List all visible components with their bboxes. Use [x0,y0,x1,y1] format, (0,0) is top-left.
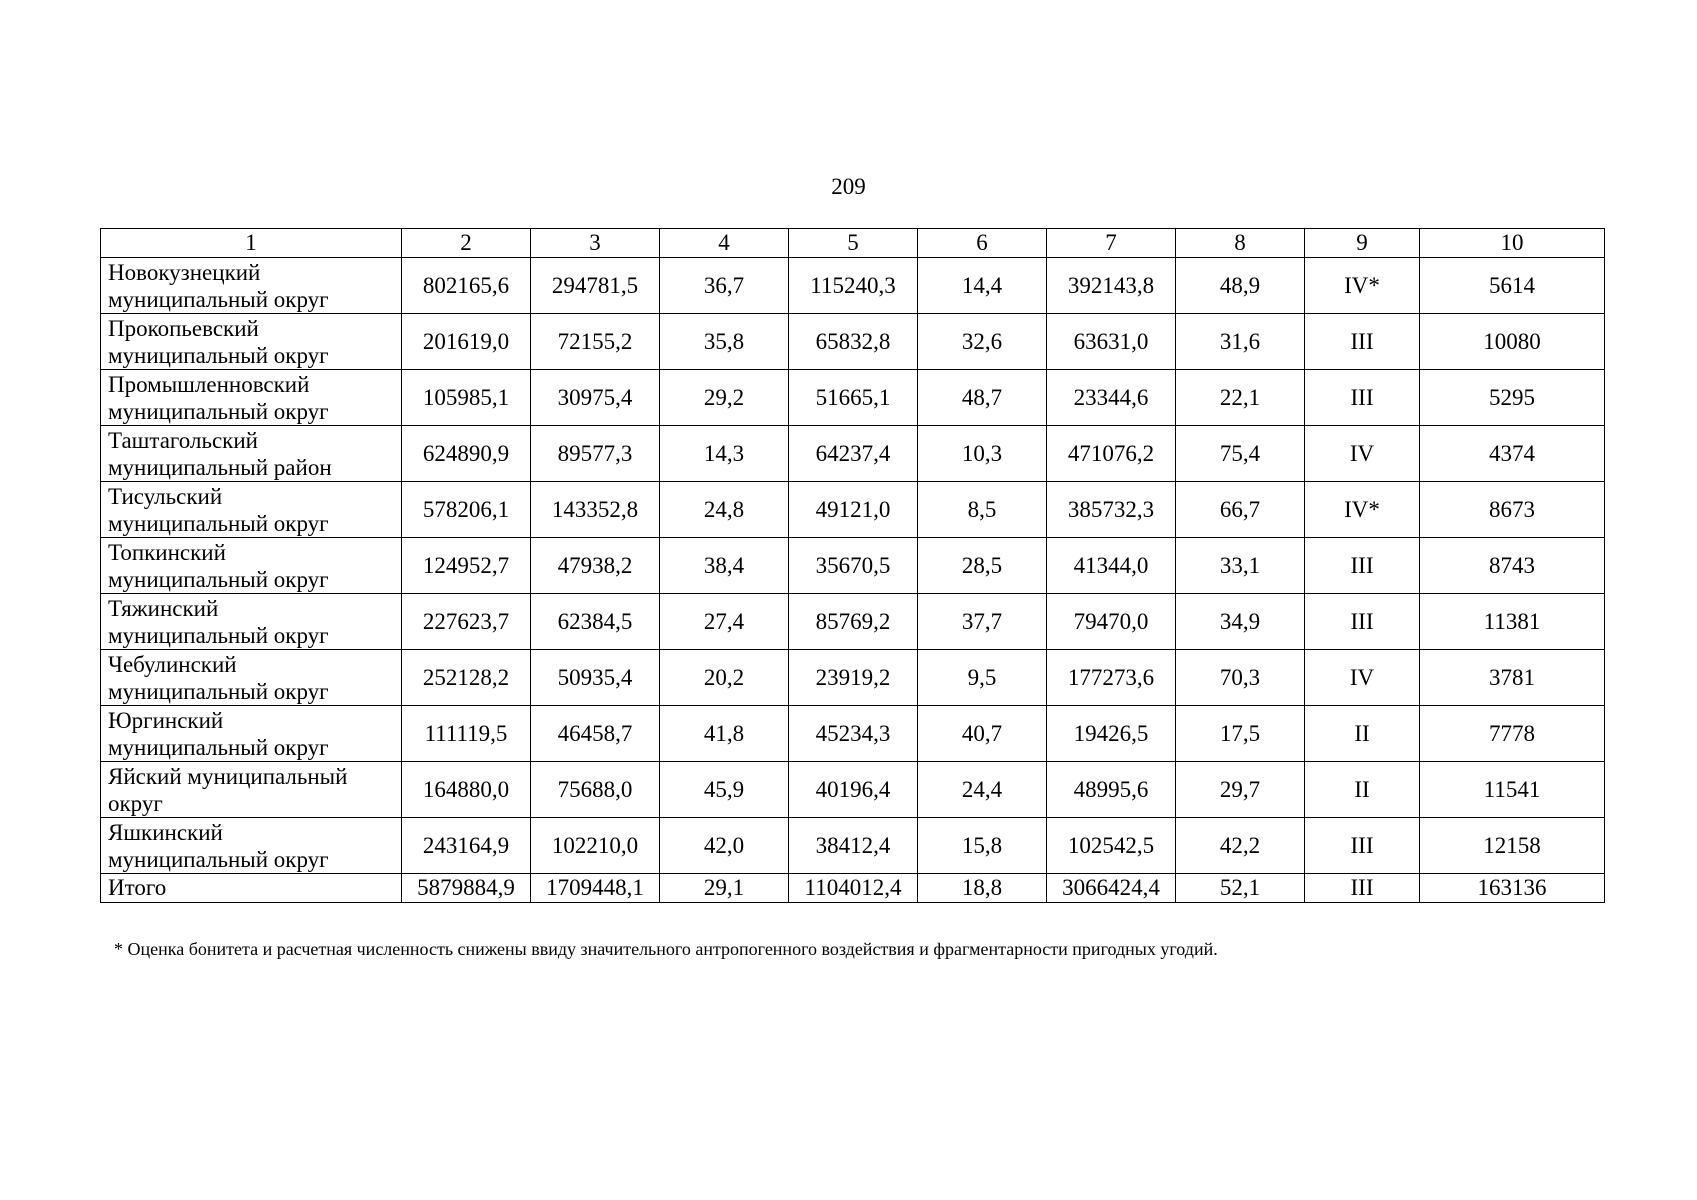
column-header: 3 [531,229,660,258]
district-name-line1: Таштагольский [108,427,258,453]
table-cell: 33,1 [1176,538,1305,594]
table-cell: 38412,4 [789,818,918,874]
district-name-cell [101,370,402,426]
column-header: 8 [1176,229,1305,258]
table-cell: 34,9 [1176,594,1305,650]
table-cell: III [1305,314,1420,370]
table-cell: 11541 [1420,762,1605,818]
table-cell: 27,4 [660,594,789,650]
table-cell: 23919,2 [789,650,918,706]
table-cell: 29,2 [660,370,789,426]
table-cell: 32,6 [918,314,1047,370]
total-row [101,874,1605,903]
table-cell: 41,8 [660,706,789,762]
table-cell: 17,5 [1176,706,1305,762]
table-cell: 28,5 [918,538,1047,594]
table-cell: III [1305,818,1420,874]
page-number: 209 [831,174,866,199]
district-name-cell [101,538,402,594]
district-name-line1: Тисульский [108,483,223,509]
table-cell: 23344,6 [1047,370,1176,426]
table-cell: IV [1305,650,1420,706]
data-table [100,228,1605,903]
district-name-cell [101,482,402,538]
total-cell: 29,1 [660,874,789,903]
table-cell: 41344,0 [1047,538,1176,594]
table-cell: II [1305,762,1420,818]
table-row [101,370,1605,426]
table-cell: 75688,0 [531,762,660,818]
table-cell: II [1305,706,1420,762]
table-row [101,594,1605,650]
footnote: * Оценка бонитета и расчетная численность снижены ввиду значительного антропогенного воздействия и фрагментарности пригодных угодий. [114,939,1218,959]
total-cell: 5879884,9 [402,874,531,903]
column-header: 5 [789,229,918,258]
table-cell: 3781 [1420,650,1605,706]
district-name-line2: муниципальный округ [108,734,329,760]
column-header: 7 [1047,229,1176,258]
table-cell: 22,1 [1176,370,1305,426]
table-cell: 392143,8 [1047,258,1176,314]
table-cell: 14,3 [660,426,789,482]
table-cell: 201619,0 [402,314,531,370]
table-cell: 11381 [1420,594,1605,650]
table-row [101,426,1605,482]
table-row [101,762,1605,818]
table-cell: 48,9 [1176,258,1305,314]
table-cell: 102542,5 [1047,818,1176,874]
total-cell: 52,1 [1176,874,1305,903]
district-name-line2: муниципальный округ [108,510,329,536]
table-cell: 5614 [1420,258,1605,314]
table-cell: 385732,3 [1047,482,1176,538]
district-name-line2: муниципальный округ [108,678,329,704]
table-cell: 143352,8 [531,482,660,538]
total-cell: III [1305,874,1420,903]
table-cell: 89577,3 [531,426,660,482]
total-label: Итого [101,874,402,903]
table-cell: 252128,2 [402,650,531,706]
column-header: 6 [918,229,1047,258]
table-cell: 624890,9 [402,426,531,482]
column-header: 2 [402,229,531,258]
table-row [101,258,1605,314]
column-header: 4 [660,229,789,258]
district-name-cell [101,314,402,370]
table-cell: 10080 [1420,314,1605,370]
table-cell: 19426,5 [1047,706,1176,762]
total-cell: 3066424,4 [1047,874,1176,903]
table-cell: 64237,4 [789,426,918,482]
district-name-cell [101,762,402,818]
district-name-line1: Яйский муниципальный [108,763,348,789]
table-row [101,818,1605,874]
district-name-line2: муниципальный округ [108,286,329,312]
table-cell: 105985,1 [402,370,531,426]
district-name-line2: муниципальный округ [108,622,329,648]
table-cell: 12158 [1420,818,1605,874]
district-name-cell [101,258,402,314]
table-cell: 50935,4 [531,650,660,706]
table-cell: 48,7 [918,370,1047,426]
table-cell: 38,4 [660,538,789,594]
column-header: 10 [1420,229,1605,258]
table-cell: 45,9 [660,762,789,818]
district-name-line1: Новокузнецкий [108,259,261,285]
table-cell: III [1305,538,1420,594]
district-name-line1: Промышленновский [108,371,310,397]
table-cell: 37,7 [918,594,1047,650]
table-cell: 7778 [1420,706,1605,762]
header-row [101,229,1605,258]
table-cell: III [1305,594,1420,650]
table-cell: 14,4 [918,258,1047,314]
table-cell: 30975,4 [531,370,660,426]
total-cell: 163136 [1420,874,1605,903]
table-cell: 8743 [1420,538,1605,594]
table-cell: 45234,3 [789,706,918,762]
district-name-line2: округ [108,790,163,816]
table-cell: IV [1305,426,1420,482]
table-cell: 20,2 [660,650,789,706]
district-name-line2: муниципальный округ [108,846,329,872]
table-cell: 35,8 [660,314,789,370]
total-cell: 18,8 [918,874,1047,903]
table-cell: 85769,2 [789,594,918,650]
column-header: 9 [1305,229,1420,258]
column-header: 1 [101,229,402,258]
table-row [101,650,1605,706]
table-cell: 5295 [1420,370,1605,426]
district-name-cell [101,818,402,874]
table-cell: 66,7 [1176,482,1305,538]
district-name-line1: Топкинский [108,539,226,565]
table-cell: 49121,0 [789,482,918,538]
table-cell: 42,2 [1176,818,1305,874]
table-cell: 35670,5 [789,538,918,594]
table-cell: IV* [1305,482,1420,538]
table-cell: 4374 [1420,426,1605,482]
total-cell: 1104012,4 [789,874,918,903]
district-name-cell [101,594,402,650]
table-cell: 63631,0 [1047,314,1176,370]
table-cell: 124952,7 [402,538,531,594]
table-cell: 9,5 [918,650,1047,706]
table-cell: 578206,1 [402,482,531,538]
table-cell: 62384,5 [531,594,660,650]
table-cell: 79470,0 [1047,594,1176,650]
table-row [101,538,1605,594]
table-cell: 51665,1 [789,370,918,426]
table-cell: 802165,6 [402,258,531,314]
district-name-line2: муниципальный округ [108,566,329,592]
table-cell: 65832,8 [789,314,918,370]
table-cell: 46458,7 [531,706,660,762]
table-cell: 24,8 [660,482,789,538]
table-cell: 115240,3 [789,258,918,314]
district-name-line1: Яшкинский [108,819,223,845]
district-name-line2: муниципальный округ [108,342,329,368]
district-name-cell [101,706,402,762]
table-cell: 102210,0 [531,818,660,874]
total-cell: 1709448,1 [531,874,660,903]
table-cell: 227623,7 [402,594,531,650]
table-cell: 111119,5 [402,706,531,762]
table-cell: 72155,2 [531,314,660,370]
table-cell: 40196,4 [789,762,918,818]
table-cell: 40,7 [918,706,1047,762]
district-name-line1: Чебулинский [108,651,237,677]
table-cell: 47938,2 [531,538,660,594]
table-cell: 24,4 [918,762,1047,818]
district-name-line1: Юргинский [108,707,224,733]
district-name-cell [101,650,402,706]
table-row [101,482,1605,538]
table-cell: 48995,6 [1047,762,1176,818]
table-cell: 8,5 [918,482,1047,538]
table-cell: 10,3 [918,426,1047,482]
table-cell: 8673 [1420,482,1605,538]
district-name-cell [101,426,402,482]
table-cell: 75,4 [1176,426,1305,482]
district-name-line1: Тяжинский [108,595,219,621]
table-row [101,706,1605,762]
table-body [101,258,1605,903]
district-name-line2: муниципальный округ [108,398,329,424]
table-cell: 29,7 [1176,762,1305,818]
table-cell: 31,6 [1176,314,1305,370]
table-cell: 471076,2 [1047,426,1176,482]
table-cell: 243164,9 [402,818,531,874]
table-cell: 164880,0 [402,762,531,818]
table-cell: III [1305,370,1420,426]
table-cell: 42,0 [660,818,789,874]
district-name-line2: муниципальный район [108,454,332,480]
table-cell: 36,7 [660,258,789,314]
table-cell: 15,8 [918,818,1047,874]
district-name-line1: Прокопьевский [108,315,259,341]
table-row [101,314,1605,370]
table-cell: 294781,5 [531,258,660,314]
table-cell: 70,3 [1176,650,1305,706]
table-cell: IV* [1305,258,1420,314]
table-cell: 177273,6 [1047,650,1176,706]
